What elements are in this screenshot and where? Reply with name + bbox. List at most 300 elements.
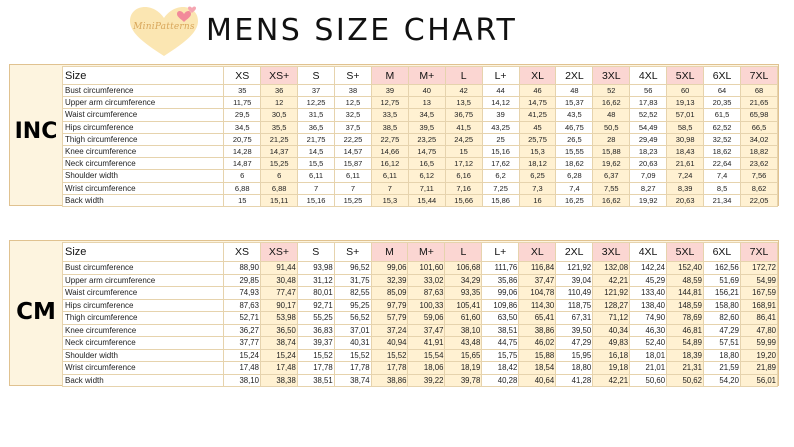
measurement-label: Neck circumference (63, 158, 224, 170)
measurement-value: 15,52 (371, 349, 408, 362)
measurement-value: 21,25 (261, 133, 298, 145)
measurement-value: 15,95 (556, 349, 593, 362)
measurement-value: 6,25 (519, 170, 556, 182)
measurement-value: 40,94 (371, 337, 408, 350)
measurement-value: 19,13 (667, 97, 704, 109)
measurement-value: 16,25 (556, 194, 593, 206)
measurement-value: 6,11 (335, 170, 372, 182)
measurement-value: 30,98 (667, 133, 704, 145)
measurement-value: 15,24 (260, 349, 297, 362)
measurement-value: 18,62 (704, 145, 741, 157)
measurement-value: 32,5 (335, 109, 372, 121)
measurement-value: 20,75 (224, 133, 261, 145)
size-header-6xl: 6XL (703, 243, 740, 262)
measurement-value: 121,92 (556, 262, 593, 275)
measurement-value: 56 (630, 85, 667, 97)
measurement-value: 6 (261, 170, 298, 182)
measurement-value: 109,86 (482, 299, 519, 312)
measurement-value: 38,74 (260, 337, 297, 350)
table-row (63, 324, 778, 337)
measurement-value: 6 (224, 170, 261, 182)
measurement-value: 8,62 (740, 182, 777, 194)
measurement-value: 18,12 (519, 158, 556, 170)
measurement-value: 156,21 (703, 287, 740, 300)
size-header-3xl: 3XL (593, 243, 630, 262)
size-header-6xl: 6XL (704, 67, 741, 85)
measurement-value: 21,31 (667, 362, 704, 375)
measurement-value: 37,5 (335, 121, 372, 133)
measurement-value: 7,09 (630, 170, 667, 182)
measurement-value: 17,83 (630, 97, 667, 109)
size-header-s-plus: S+ (335, 67, 372, 85)
measurement-value: 50,60 (630, 374, 667, 387)
measurement-value: 90,17 (260, 299, 297, 312)
measurement-value: 6,88 (224, 182, 261, 194)
measurement-value: 15,25 (261, 158, 298, 170)
size-header-m: M (371, 243, 408, 262)
measurement-value: 6,11 (371, 170, 408, 182)
table-row (63, 349, 778, 362)
measurement-value: 128,27 (593, 299, 630, 312)
measurement-value: 121,92 (593, 287, 630, 300)
measurement-value: 82,60 (703, 312, 740, 325)
measurement-value: 15,52 (297, 349, 334, 362)
measurement-value: 42 (445, 85, 482, 97)
size-header-2xl: 2XL (556, 67, 593, 85)
measurement-value: 87,63 (408, 287, 445, 300)
measurement-value: 100,33 (408, 299, 445, 312)
measurement-value: 95,25 (334, 299, 371, 312)
measurement-value: 17,78 (371, 362, 408, 375)
measurement-value: 45 (519, 121, 556, 133)
measurement-value: 167,59 (740, 287, 777, 300)
measurement-value: 43,48 (445, 337, 482, 350)
size-header-4xl: 4XL (630, 243, 667, 262)
measurement-label: Wrist circumference (63, 362, 224, 375)
measurement-value: 46,75 (556, 121, 593, 133)
inches-section (9, 64, 779, 206)
measurement-value: 158,80 (703, 299, 740, 312)
measurement-value: 6,28 (556, 170, 593, 182)
measurement-value: 37,77 (224, 337, 261, 350)
measurement-value: 18,43 (667, 145, 704, 157)
measurement-value: 39 (371, 85, 408, 97)
measurement-value: 18,42 (482, 362, 519, 375)
cm-table (62, 242, 778, 387)
measurement-value: 15,37 (556, 97, 593, 109)
measurement-value: 18,82 (740, 145, 777, 157)
size-header-l: L (445, 67, 482, 85)
measurement-value: 101,60 (408, 262, 445, 275)
measurement-value: 7,3 (519, 182, 556, 194)
unit-label-inc: INC (14, 119, 58, 144)
measurement-value: 61,60 (445, 312, 482, 325)
measurement-value: 38,10 (445, 324, 482, 337)
measurement-value: 21,75 (298, 133, 335, 145)
measurement-value: 15,5 (298, 158, 335, 170)
measurement-value: 15,86 (482, 194, 519, 206)
measurement-value: 32,52 (704, 133, 741, 145)
measurement-value: 15,88 (593, 145, 630, 157)
measurement-value: 7 (335, 182, 372, 194)
measurement-value: 17,62 (482, 158, 519, 170)
measurement-value: 20,63 (667, 194, 704, 206)
size-header-xs: XS (224, 243, 261, 262)
measurement-label: Shoulder width (63, 349, 224, 362)
size-header-xl: XL (519, 67, 556, 85)
measurement-value: 15,25 (335, 194, 372, 206)
measurement-value: 18,19 (445, 362, 482, 375)
measurement-value: 116,84 (519, 262, 556, 275)
measurement-value: 18,23 (630, 145, 667, 157)
table-row (63, 299, 778, 312)
measurement-value: 133,40 (630, 287, 667, 300)
table-row (63, 362, 778, 375)
measurement-value: 17,48 (224, 362, 261, 375)
measurement-value: 14,12 (482, 97, 519, 109)
measurement-value: 39,50 (556, 324, 593, 337)
table-row (63, 182, 778, 194)
measurement-value: 36,75 (445, 109, 482, 121)
logo-name: MiniPatterns (133, 22, 195, 32)
measurement-value: 15,24 (224, 349, 261, 362)
measurement-value: 15 (445, 145, 482, 157)
measurement-value: 7,56 (740, 170, 777, 182)
table-row (63, 85, 778, 97)
measurement-value: 59,99 (740, 337, 777, 350)
measurement-value: 97,79 (371, 299, 408, 312)
measurement-value: 148,59 (667, 299, 704, 312)
size-header-xs: XS (224, 67, 261, 85)
measurement-value: 36 (261, 85, 298, 97)
measurement-value: 21,01 (630, 362, 667, 375)
measurement-value: 33,02 (408, 274, 445, 287)
measurement-value: 41,28 (556, 374, 593, 387)
measurement-value: 41,5 (445, 121, 482, 133)
measurement-label: Shoulder width (63, 170, 224, 182)
measurement-value: 86,41 (740, 312, 777, 325)
measurement-value: 13 (408, 97, 445, 109)
table-row (63, 158, 778, 170)
size-header-xs-plus: XS+ (260, 243, 297, 262)
measurement-value: 30,48 (260, 274, 297, 287)
measurement-label: Neck circumference (63, 337, 224, 350)
heart-logo-icon (122, 4, 206, 62)
measurement-label: Hips circumference (63, 299, 224, 312)
measurement-value: 7,55 (593, 182, 630, 194)
measurement-value: 36,50 (260, 324, 297, 337)
measurement-value: 21,61 (667, 158, 704, 170)
size-header-m: M (371, 67, 408, 85)
measurement-value: 19,20 (740, 349, 777, 362)
unit-label-cm: CM (16, 299, 56, 325)
measurement-value: 49,83 (593, 337, 630, 350)
measurement-value: 40,34 (593, 324, 630, 337)
measurement-value: 7 (371, 182, 408, 194)
measurement-value: 93,98 (297, 262, 334, 275)
measurement-value: 14,57 (335, 145, 372, 157)
measurement-value: 16 (519, 194, 556, 206)
measurement-value: 15,65 (445, 349, 482, 362)
measurement-value: 57,51 (703, 337, 740, 350)
size-header-label: Size (63, 67, 224, 85)
measurement-value: 22,75 (371, 133, 408, 145)
measurement-value: 15,54 (408, 349, 445, 362)
measurement-value: 132,08 (593, 262, 630, 275)
measurement-value: 21,65 (740, 97, 777, 109)
size-header-7xl: 7XL (740, 243, 777, 262)
measurement-value: 88,90 (224, 262, 261, 275)
size-header-row (63, 243, 778, 262)
measurement-value: 61,5 (704, 109, 741, 121)
size-header-label: Size (63, 243, 224, 262)
measurement-value: 74,93 (224, 287, 261, 300)
measurement-value: 37,47 (408, 324, 445, 337)
measurement-value: 8,27 (630, 182, 667, 194)
measurement-value: 6,12 (408, 170, 445, 182)
measurement-value: 39,78 (445, 374, 482, 387)
measurement-value: 56,01 (740, 374, 777, 387)
measurement-value: 104,78 (519, 287, 556, 300)
measurement-value: 21,34 (704, 194, 741, 206)
table-row (63, 145, 778, 157)
measurement-value: 54,20 (703, 374, 740, 387)
measurement-value: 14,87 (224, 158, 261, 170)
measurement-value: 7,4 (704, 170, 741, 182)
measurement-value: 114,30 (519, 299, 556, 312)
measurement-value: 21,59 (703, 362, 740, 375)
measurement-value: 45,29 (630, 274, 667, 287)
size-header-s: S (297, 243, 334, 262)
measurement-value: 15,88 (519, 349, 556, 362)
measurement-value: 19,92 (630, 194, 667, 206)
measurement-value: 18,54 (519, 362, 556, 375)
measurement-label: Knee circumference (63, 145, 224, 157)
measurement-value: 37 (298, 85, 335, 97)
measurement-value: 96,52 (334, 262, 371, 275)
measurement-value: 37,47 (519, 274, 556, 287)
measurement-value: 24,25 (445, 133, 482, 145)
size-header-3xl: 3XL (593, 67, 630, 85)
measurement-value: 18,01 (630, 349, 667, 362)
measurement-value: 51,69 (703, 274, 740, 287)
measurement-value: 60 (667, 85, 704, 97)
measurement-value: 37,24 (371, 324, 408, 337)
measurement-value: 38,86 (371, 374, 408, 387)
measurement-value: 39,5 (408, 121, 445, 133)
measurement-value: 31,5 (298, 109, 335, 121)
measurement-value: 74,90 (630, 312, 667, 325)
measurement-value: 14,5 (298, 145, 335, 157)
measurement-value: 118,75 (556, 299, 593, 312)
measurement-value: 30,5 (261, 109, 298, 121)
inches-table (62, 66, 778, 207)
measurement-value: 48,59 (667, 274, 704, 287)
measurement-value: 91,44 (260, 262, 297, 275)
measurement-value: 14,37 (261, 145, 298, 157)
measurement-value: 41,91 (408, 337, 445, 350)
measurement-value: 29,85 (224, 274, 261, 287)
measurement-value: 38,86 (519, 324, 556, 337)
table-row (63, 337, 778, 350)
measurement-value: 36,27 (224, 324, 261, 337)
measurement-value: 18,80 (556, 362, 593, 375)
size-header-l-plus: L+ (482, 67, 519, 85)
measurement-value: 54,99 (740, 274, 777, 287)
measurement-value: 13,5 (445, 97, 482, 109)
size-header-2xl: 2XL (556, 243, 593, 262)
measurement-value: 56,52 (334, 312, 371, 325)
measurement-value: 64 (704, 85, 741, 97)
measurement-value: 52,40 (630, 337, 667, 350)
measurement-value: 17,78 (297, 362, 334, 375)
measurement-value: 7,24 (667, 170, 704, 182)
measurement-value: 14,75 (408, 145, 445, 157)
measurement-value: 38 (335, 85, 372, 97)
measurement-value: 44 (482, 85, 519, 97)
measurement-value: 41,25 (519, 109, 556, 121)
table-row (63, 374, 778, 387)
measurement-value: 15,3 (519, 145, 556, 157)
measurement-value: 15,55 (556, 145, 593, 157)
measurement-value: 50,62 (667, 374, 704, 387)
measurement-value: 46,02 (519, 337, 556, 350)
measurement-value: 138,40 (630, 299, 667, 312)
measurement-value: 26,5 (556, 133, 593, 145)
measurement-label: Thigh circumference (63, 312, 224, 325)
table-row (63, 194, 778, 206)
measurement-value: 33,5 (371, 109, 408, 121)
measurement-value: 65,41 (519, 312, 556, 325)
measurement-value: 15,75 (482, 349, 519, 362)
measurement-value: 57,01 (667, 109, 704, 121)
measurement-value: 6,16 (445, 170, 482, 182)
measurement-value: 17,48 (260, 362, 297, 375)
size-header-5xl: 5XL (667, 67, 704, 85)
page-title: MENS SIZE CHART (206, 13, 518, 48)
measurement-value: 82,55 (334, 287, 371, 300)
measurement-value: 48 (593, 109, 630, 121)
measurement-value: 142,24 (630, 262, 667, 275)
measurement-value: 17,12 (445, 158, 482, 170)
measurement-value: 38,74 (334, 374, 371, 387)
measurement-value: 17,78 (334, 362, 371, 375)
measurement-value: 152,40 (667, 262, 704, 275)
measurement-value: 144,81 (667, 287, 704, 300)
measurement-value: 40 (408, 85, 445, 97)
measurement-value: 111,76 (482, 262, 519, 275)
measurement-value: 19,62 (593, 158, 630, 170)
measurement-value: 18,39 (667, 349, 704, 362)
measurement-value: 12,25 (298, 97, 335, 109)
table-row (63, 97, 778, 109)
measurement-value: 25 (482, 133, 519, 145)
measurement-value: 105,41 (445, 299, 482, 312)
measurement-value: 7,25 (482, 182, 519, 194)
measurement-value: 14,28 (224, 145, 261, 157)
measurement-value: 35,86 (482, 274, 519, 287)
table-row (63, 287, 778, 300)
size-header-row (63, 67, 778, 85)
measurement-value: 31,75 (334, 274, 371, 287)
measurement-value: 34,02 (740, 133, 777, 145)
measurement-value: 15,16 (482, 145, 519, 157)
measurement-value: 34,5 (408, 109, 445, 121)
measurement-value: 39 (482, 109, 519, 121)
measurement-value: 18,80 (703, 349, 740, 362)
measurement-value: 22,64 (704, 158, 741, 170)
measurement-value: 43,5 (556, 109, 593, 121)
measurement-label: Upper arm circumference (63, 274, 224, 287)
size-header-m-plus: M+ (408, 67, 445, 85)
measurement-value: 14,75 (519, 97, 556, 109)
measurement-value: 39,37 (297, 337, 334, 350)
measurement-label: Wrist circumference (63, 182, 224, 194)
measurement-value: 28 (593, 133, 630, 145)
measurement-value: 16,18 (593, 349, 630, 362)
size-header-4xl: 4XL (630, 67, 667, 85)
table-row (63, 133, 778, 145)
measurement-value: 99,06 (482, 287, 519, 300)
measurement-label: Knee circumference (63, 324, 224, 337)
size-header-s-plus: S+ (334, 243, 371, 262)
measurement-value: 80,01 (297, 287, 334, 300)
measurement-value: 62,52 (704, 121, 741, 133)
measurement-value: 15,3 (371, 194, 408, 206)
measurement-value: 20,35 (704, 97, 741, 109)
measurement-value: 16,62 (593, 97, 630, 109)
table-row (63, 109, 778, 121)
measurement-value: 15,52 (334, 349, 371, 362)
measurement-value: 6,11 (298, 170, 335, 182)
measurement-value: 6,2 (482, 170, 519, 182)
table-row (63, 312, 778, 325)
measurement-value: 11,75 (224, 97, 261, 109)
measurement-value: 71,12 (593, 312, 630, 325)
measurement-value: 22,05 (740, 194, 777, 206)
measurement-value: 8,39 (667, 182, 704, 194)
measurement-value: 38,10 (224, 374, 261, 387)
measurement-value: 37,01 (334, 324, 371, 337)
measurement-value: 172,72 (740, 262, 777, 275)
measurement-label: Bust circumference (63, 85, 224, 97)
measurement-value: 85,09 (371, 287, 408, 300)
measurement-label: Waist circumference (63, 109, 224, 121)
measurement-value: 46 (519, 85, 556, 97)
measurement-value: 12,75 (371, 97, 408, 109)
measurement-value: 12,5 (335, 97, 372, 109)
measurement-value: 42,21 (593, 374, 630, 387)
size-header-s: S (298, 67, 335, 85)
measurement-value: 92,71 (297, 299, 334, 312)
measurement-value: 78,69 (667, 312, 704, 325)
size-header-7xl: 7XL (740, 67, 777, 85)
measurement-value: 57,79 (371, 312, 408, 325)
measurement-value: 54,49 (630, 121, 667, 133)
measurement-value: 39,04 (556, 274, 593, 287)
size-header-l: L (445, 243, 482, 262)
measurement-value: 36,83 (297, 324, 334, 337)
measurement-value: 40,28 (482, 374, 519, 387)
measurement-value: 162,56 (703, 262, 740, 275)
measurement-value: 15,16 (298, 194, 335, 206)
measurement-value: 106,68 (445, 262, 482, 275)
measurement-value: 58,5 (667, 121, 704, 133)
measurement-value: 21,89 (740, 362, 777, 375)
measurement-value: 20,63 (630, 158, 667, 170)
measurement-value: 7,16 (445, 182, 482, 194)
measurement-value: 14,66 (371, 145, 408, 157)
